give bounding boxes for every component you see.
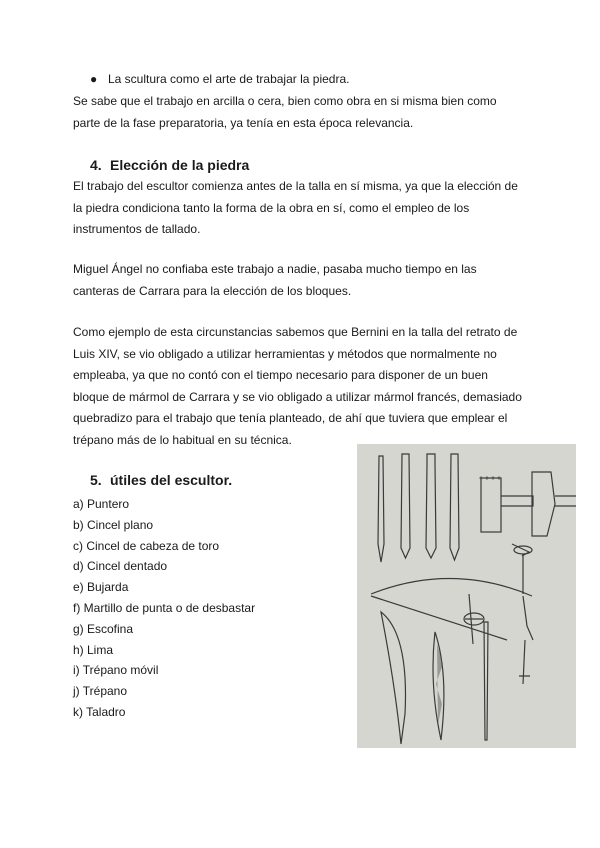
list-item: f) Martillo de punta o de desbastar xyxy=(73,600,256,615)
intro-paragraph xyxy=(73,91,533,134)
section-4-heading xyxy=(90,155,249,175)
section-title: Elección de la piedra xyxy=(110,157,250,173)
list-item: i) Trépano móvil xyxy=(73,663,159,678)
section-4-paragraph-2 xyxy=(73,259,533,302)
bullet-dot-icon: ● xyxy=(90,72,98,86)
trepano-icon xyxy=(484,622,488,740)
text-line: Como ejemplo de esta circunstancias sabemos que Bernini en la talla del retrato de xyxy=(73,325,518,339)
list-item: e) Bujarda xyxy=(73,580,129,595)
text-line: bloque de mármol de Carrara y se vio obligado a utilizar mármol francés, demasiado xyxy=(73,389,522,404)
list-item: d) Cincel dentado xyxy=(73,559,168,574)
list-item: b) Cincel plano xyxy=(73,517,154,532)
text-line: Miguel Ángel no confiaba este trabajo a nadie, pasaba mucho tiempo en las xyxy=(73,262,477,276)
martillo-icon xyxy=(532,472,555,536)
list-item: h) Lima xyxy=(73,642,114,657)
section-title: útiles del escultor. xyxy=(110,472,233,488)
intro-bullet-text: La scultura como el arte de trabajar la piedra. xyxy=(108,72,350,86)
sculptor-tools-illustration xyxy=(357,444,576,748)
tools-drawing xyxy=(357,444,576,748)
text-line: canteras de Carrara para la elección de los bloques. xyxy=(73,283,352,298)
section-number: 5. xyxy=(90,472,102,488)
text-line: Se sabe que el trabajo en arcilla o cera, bien como obra en si misma bien como xyxy=(73,94,497,108)
bujarda-icon xyxy=(481,478,501,532)
text-line: instrumentos de tallado. xyxy=(73,222,201,236)
section-4-paragraph-3 xyxy=(73,322,533,451)
trepano-movil-icon xyxy=(371,578,532,596)
text-line: empleaba, ya que no contó con el tiempo necesario para disponer de un buen xyxy=(73,368,488,382)
cincel-plano-icon xyxy=(401,454,410,558)
escofina-icon xyxy=(381,612,406,744)
list-item: a) Puntero xyxy=(73,497,130,511)
tools-list xyxy=(73,494,255,723)
cincel-dentado-icon xyxy=(450,454,459,560)
list-item: j) Trépano xyxy=(73,684,128,699)
text-line: Luis XIV, se vio obligado a utilizar herramientas y métodos que normalmente no xyxy=(73,346,497,361)
list-item: g) Escofina xyxy=(73,621,134,636)
taladro-icon xyxy=(519,640,530,684)
text-line: parte de la fase preparatoria, ya tenía en esta época relevancia. xyxy=(73,115,414,130)
text-line: trépano más de lo habitual en su técnica. xyxy=(73,432,292,447)
section-number: 4. xyxy=(90,157,102,173)
list-item: k) Taladro xyxy=(73,704,126,719)
text-line: El trabajo del escultor comienza antes de la talla en sí misma, ya que la elección de xyxy=(73,179,518,193)
section-4-paragraph-1 xyxy=(73,176,533,241)
list-item: c) Cincel de cabeza de toro xyxy=(73,538,220,553)
section-5-heading xyxy=(90,470,232,490)
cincel-toro-icon xyxy=(426,454,436,558)
puntero-icon xyxy=(378,456,384,562)
text-line: la piedra condiciona tanto la forma de la obra en sí, como el empleo de los xyxy=(73,200,470,215)
intro-bullet xyxy=(90,70,349,88)
text-line: quebradizo para el trabajo que tenía planteado, de ahí que tuviera que emplear el xyxy=(73,411,508,425)
lima-icon xyxy=(433,632,444,740)
